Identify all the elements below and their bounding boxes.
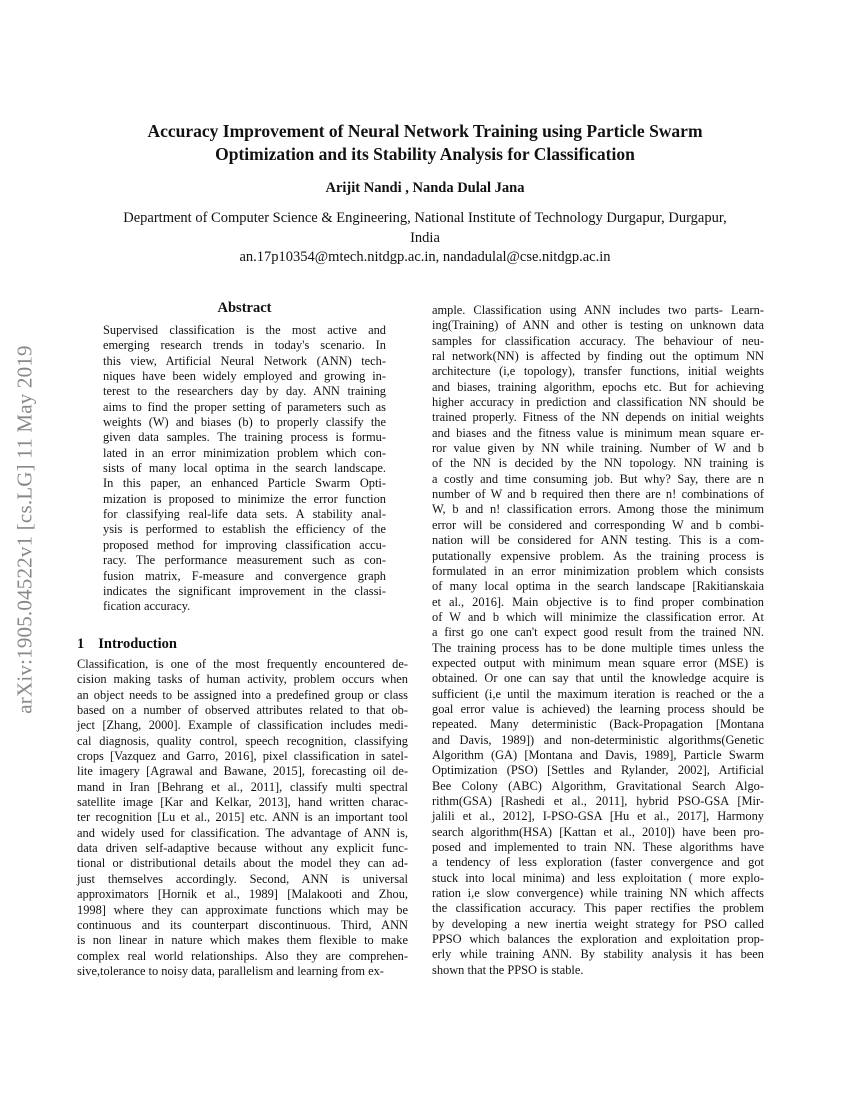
- text-line: higher accuracy in prediction and classification NN should be: [432, 395, 764, 410]
- text-line: shown that the PPSO is stable.: [432, 962, 584, 977]
- text-line: for classifying real-life data sets. A stability anal-: [103, 507, 386, 522]
- text-line: cision making tasks of human activity, problem occurs when: [77, 672, 408, 687]
- text-line: approximators [Hornik et al., 1989] [Malakooti and Zhou,: [77, 887, 408, 902]
- text-line: ration i,e slow convergence) while training NN which affects: [432, 886, 764, 901]
- text-line: erly while training ANN. By stability analysis it has been: [432, 947, 764, 962]
- text-line: number of W and b required then there are n! combinations of: [432, 487, 764, 502]
- text-line: posed and implemented to train NN. These algorithms have: [432, 840, 764, 855]
- title-line: Optimization and its Stability Analysis for Classification: [215, 144, 635, 164]
- text-line: stuck into local minima) and less exploitation ( more explo-: [432, 870, 764, 885]
- text-line: and biases and the fitness value is minimum mean square er-: [432, 425, 764, 440]
- text-line: ysis is performed to establish the efficiency of the: [103, 522, 386, 537]
- affiliation-line: Department of Computer Science & Engineering, National Institute of Technology Durgapur, Durgapur,: [123, 210, 727, 226]
- text-line: niques have been widely employed and growing in-: [103, 369, 386, 384]
- text-line: search algorithm(HSA) [Kattan et al., 2010]) have been pro-: [432, 824, 764, 839]
- text-line: and Davis, 1989]) and non-deterministic algorithms(Genetic: [432, 732, 764, 747]
- arxiv-identifier: arXiv:1905.04522v1 [cs.LG] 11 May 2019: [12, 345, 37, 714]
- text-line: sists of many local optima in the search landscape.: [103, 461, 386, 476]
- text-line: given data samples. The training process is formu-: [103, 430, 386, 445]
- text-line: is non linear in nature which makes them flexible to make: [77, 933, 408, 948]
- text-line: satellite image [Kar and Kelkar, 2013], hand written charac-: [77, 795, 408, 810]
- author-emails: an.17p10354@mtech.nitdgp.ac.in, nandadulal@cse.nitdgp.ac.in: [239, 249, 611, 265]
- text-line: cal diagnosis, quality control, speech recognition, classifying: [77, 733, 408, 748]
- text-line: samples for classification accuracy. The behaviour of neu-: [432, 333, 764, 348]
- text-line: expected output with minimum mean square error (MSE) is: [432, 655, 764, 670]
- text-line: continuous and its counterpart discontinuous. Third, ANN: [77, 917, 408, 932]
- text-line: nation will be considered for ANN testing. This is a com-: [432, 533, 764, 548]
- text-line: et al., 2016]. Main objective is to find proper combination: [432, 594, 764, 609]
- text-line: jalili et al., 2012], I-PSO-GSA [Hu et al., 2017], Harmony: [432, 809, 764, 824]
- abstract-heading: Abstract: [217, 300, 272, 316]
- text-line: rithm(GSA) [Rashedi et al., 2011], hybrid PSO-GSA [Mir-: [432, 794, 764, 808]
- text-line: and biases, training algorithm, epochs etc. But for achieving: [432, 379, 764, 394]
- text-line: ing(Training) of ANN and other is testing on unknown data: [432, 318, 764, 333]
- text-line: ral network(NN) is affected by finding out the optimum NN: [432, 349, 764, 364]
- section-number: 1: [77, 636, 85, 652]
- text-line: weights (W) and biases (b) to properly classify the: [103, 415, 386, 430]
- text-line: Optimization (PSO) [Settles and Rylander, 2002], Artificial: [432, 763, 764, 778]
- text-line: Algorithm (GA) [Montana and Davis, 1989], Particle Swarm: [432, 747, 764, 762]
- text-line: error will be considered and corresponding W and b combi-: [432, 517, 764, 532]
- text-line: lated in an error minimization problem which con-: [103, 445, 386, 460]
- text-line: fusion matrix, F-measure and convergence graph: [103, 568, 386, 583]
- text-line: of the NN is decided by the NN topology. NN training is: [432, 456, 764, 471]
- text-line: sive,tolerance to noisy data, parallelism and learning from ex-: [77, 963, 384, 978]
- text-line: obtained. Or one can say that until the knowledge acquire is: [432, 671, 764, 686]
- paper-title: [60, 120, 790, 166]
- text-line: Supervised classification is the most active and: [103, 323, 386, 337]
- text-line: PPSO which balances the exploration and exploitation prop-: [432, 932, 764, 947]
- text-line: emerging research trends in today's scenario. In: [103, 338, 386, 353]
- text-line: by developing a new inertia weight strategy for PSO called: [432, 916, 764, 931]
- text-line: the classification accuracy. This paper rectifies the problem: [432, 901, 764, 916]
- text-line: ter recognition [Lu et al., 2015] etc. ANN is an important tool: [77, 810, 408, 825]
- text-line: tional or distributional details about the model they can ad-: [77, 856, 408, 871]
- text-line: The training process has to be done multiple times unless the: [432, 640, 764, 655]
- text-line: trained properly. Fitness of the NN depends on initial weights: [432, 410, 764, 425]
- text-line: goal error value is achieved) the learning process should be: [432, 701, 764, 716]
- text-line: mization is proposed to minimize the error function: [103, 491, 386, 506]
- text-line: W, b and n! classification errors. Among those the minimum: [432, 502, 764, 517]
- text-line: 1998] where they can approximate functions which may be: [77, 902, 408, 917]
- text-line: Bee Colony (ABC) Algorithm, Gravitational Search Algo-: [432, 778, 764, 793]
- text-line: complex real world relationships. Also they are comprehen-: [77, 948, 408, 963]
- intro-right-column: [432, 303, 764, 978]
- intro-left-column: [77, 657, 408, 979]
- text-line: putationally expensive problem. As the training process is: [432, 548, 764, 563]
- text-line: and widely used for classification. The advantage of ANN is,: [77, 825, 408, 840]
- text-line: a tendency of less exploration (faster convergence and got: [432, 855, 764, 870]
- text-line: ror value given by NN while training. Number of W and b: [432, 441, 764, 456]
- abstract-body: [103, 323, 386, 615]
- text-line: a first go one can't expect good result from the trained NN.: [432, 625, 764, 640]
- text-line: mand in Iran [Behrang et al., 2011], classify multi spectral: [77, 779, 408, 794]
- text-line: data driven self-adaptive because without any explicit func-: [77, 841, 408, 856]
- authors: Arijit Nandi , Nanda Dulal Jana: [325, 180, 525, 196]
- text-line: of W and b which will minimize the classification error. At: [432, 609, 764, 624]
- text-line: fication accuracy.: [103, 599, 191, 614]
- text-line: of many local optima in the search landscape [Rakitianskaia: [432, 579, 764, 594]
- text-line: just themselves accordingly. Second, ANN is universal: [77, 871, 408, 886]
- text-line: sufficient (i,e until the maximum iteration is reached or the a: [432, 686, 764, 701]
- text-line: architecture (i,e topology), transfer functions, initial weights: [432, 364, 764, 379]
- text-line: crops [Vazquez and Garro, 2016], pixel classification in satel-: [77, 749, 408, 764]
- text-line: Classification, is one of the most frequently encountered de-: [77, 657, 408, 671]
- section-title: Introduction: [98, 636, 177, 652]
- text-line: based on a number of observed attributes related to that ob-: [77, 703, 408, 718]
- text-line: terest to the researchers day by day. ANN training: [103, 384, 386, 399]
- text-line: indicates the significant improvement in the classi-: [103, 583, 386, 598]
- text-line: lite imagery [Agrawal and Bawane, 2015], forecasting oil de-: [77, 764, 408, 779]
- text-line: repeated. Many deterministic (Back-Propagation [Montana: [432, 717, 764, 732]
- title-line: Accuracy Improvement of Neural Network Training using Particle Swarm: [147, 121, 703, 141]
- affiliation-line: India: [410, 230, 440, 246]
- text-line: formulated in an error minimization problem which consists: [432, 563, 764, 578]
- text-line: aims to find the proper setting of parameters such as: [103, 399, 386, 414]
- intro-heading: [77, 636, 191, 653]
- text-line: this view, Artificial Neural Network (ANN) tech-: [103, 353, 386, 368]
- text-line: In this paper, an enhanced Particle Swarm Opti-: [103, 476, 386, 491]
- text-line: proposed method for improving classification accu-: [103, 537, 386, 552]
- affiliation: [60, 208, 790, 248]
- text-line: ject [Zhang, 2000]. Example of classification includes medi-: [77, 718, 408, 733]
- text-line: racy. The performance measurement such as con-: [103, 553, 386, 568]
- text-line: ample. Classification using ANN includes two parts- Learn-: [432, 303, 764, 317]
- text-line: a costly and time consuming job. But why? Say, there are n: [432, 471, 764, 486]
- text-line: an object needs to be assigned into a predefined group or class: [77, 687, 408, 702]
